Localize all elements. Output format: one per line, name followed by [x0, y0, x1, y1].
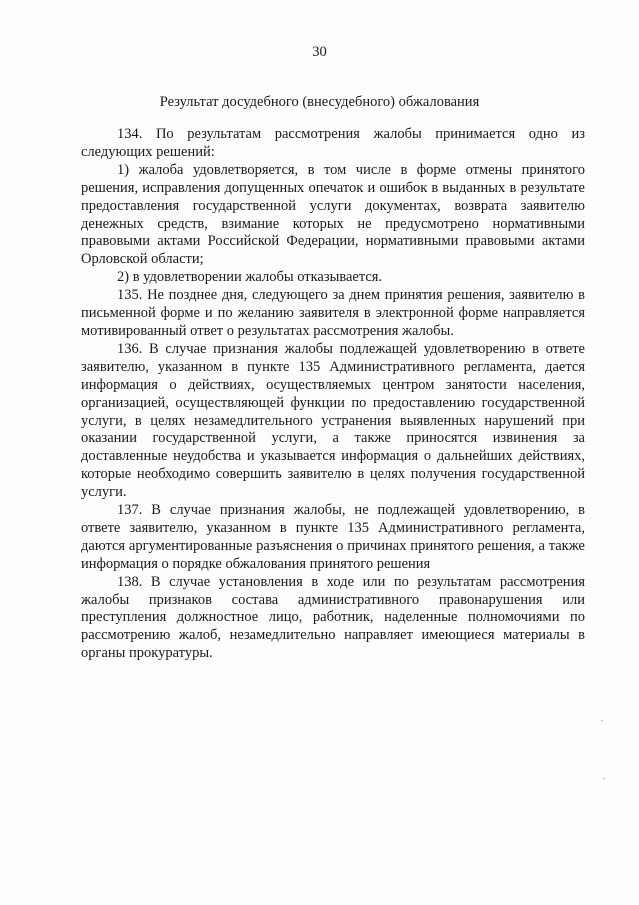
scan-speck: [603, 778, 605, 779]
paragraph-135: 135. Не позднее дня, следующего за днем принятия решения, заявителю в письменной форме и по желанию заявителя в электронной форме направляется мотивированный ответ о результатах рассмотрения жалобы.: [81, 287, 585, 339]
paragraph-138: 138. В случае установления в ходе или по результатам рассмотрения жалобы признаков состава административного правонарушения или преступления должностное лицо, работник, наделенные полномочиями по рассмотрению жалоб, незамедлительно направляет имеющиеся материалы в органы прокуратуры.: [81, 573, 585, 662]
paragraph-136: 136. В случае признания жалобы подлежащей удовлетворению в ответе заявителю, указанном в пункте 135 Административного регламента, дается информация о действиях, осуществляемых центром занятости населения, организацией, осуществляющей функции по предоставлению государственной услуги, в целях незамедлительного устранения выявленных нарушений при оказании государственной услуги, а также приносятся извинения за доставленные неудобства и указывается информация о дальнейших действиях, которые необходимо совершить заявителю в целях получения государственной услуги.: [81, 340, 585, 501]
paragraph-134: 134. По результатам рассмотрения жалобы принимается одно из следующих решений:: [81, 126, 585, 160]
paragraph-134-item-2: 2) в удовлетворении жалобы отказывается.: [117, 269, 383, 286]
paragraph-134-item-1: 1) жалоба удовлетворяется, в том числе в форме отмены принятого решения, исправления допущенных опечаток и ошибок в выданных в результате предоставления государственной услуги документах, возврата заявителю денежных средств, взимание которых не предусмотрено нормативными правовыми актами Российской Федерации, нормативными правовыми актами Орловской области;: [81, 161, 585, 268]
document-body: [81, 126, 585, 663]
page-number: 30: [312, 44, 327, 60]
section-title: Результат досудебного (внесудебного) обжалования: [159, 94, 480, 110]
paragraph-137: 137. В случае признания жалобы, не подлежащей удовлетворению, в ответе заявителю, указанном в пункте 135 Административного регламента, даются аргументированные разъяснения о причинах принятого решения, а также информация о порядке обжалования принятого решения: [81, 502, 585, 572]
scan-speck: [601, 720, 603, 721]
